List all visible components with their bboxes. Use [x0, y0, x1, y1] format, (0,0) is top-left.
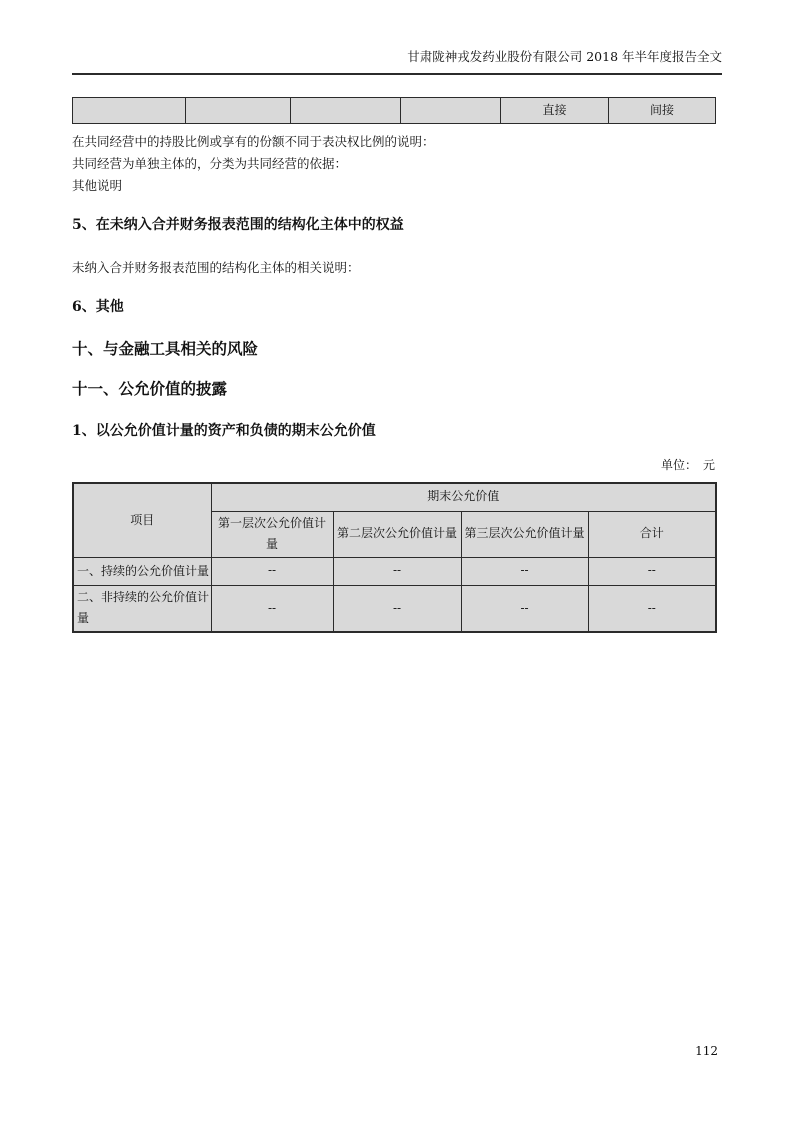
fair-value-row1-level2: -- — [333, 557, 461, 585]
paragraph-other-note: 其他说明 — [72, 178, 123, 193]
table-row — [73, 585, 716, 632]
fair-value-row2-level1: -- — [211, 585, 333, 632]
continuation-table — [72, 97, 716, 124]
table-row — [73, 557, 716, 585]
fair-value-table — [72, 482, 717, 633]
fair-value-row2-label: 二、非持续的公允价值计量 — [73, 585, 211, 632]
fair-value-row2-level2: -- — [333, 585, 461, 632]
heading-section-5: 5、在未纳入合并财务报表范围的结构化主体中的权益 — [72, 217, 404, 233]
continuation-table-row — [73, 98, 716, 124]
fair-value-row2-level3: -- — [461, 585, 588, 632]
continuation-cell-indirect: 间接 — [609, 98, 716, 124]
continuation-cell-1 — [73, 98, 186, 124]
running-header-title: 甘肃陇神戎发药业股份有限公司 2018 年半年度报告全文 — [407, 49, 722, 64]
fair-value-level3-header: 第三层次公允价值计量 — [461, 511, 588, 557]
fair-value-row2-total: -- — [588, 585, 716, 632]
fair-value-level2-header: 第二层次公允价值计量 — [333, 511, 461, 557]
paragraph-structured-entity-note: 未纳入合并财务报表范围的结构化主体的相关说明： — [72, 260, 360, 275]
fair-value-corner-header: 项目 — [73, 483, 211, 557]
continuation-cell-3 — [291, 98, 401, 124]
heading-section-6: 6、其他 — [72, 299, 124, 315]
fair-value-row1-total: -- — [588, 557, 716, 585]
fair-value-row1-level3: -- — [461, 557, 588, 585]
heading-section-11-1: 1、以公允价值计量的资产和负债的期末公允价值 — [72, 423, 376, 439]
continuation-cell-direct: 直接 — [501, 98, 609, 124]
heading-section-10: 十、与金融工具相关的风险 — [72, 339, 259, 358]
fair-value-row1-level1: -- — [211, 557, 333, 585]
heading-section-11: 十一、公允价值的披露 — [72, 379, 228, 398]
fair-value-header-row-1 — [73, 483, 716, 511]
page-number: 112 — [695, 1044, 718, 1058]
paragraph-joint-op-share-note: 在共同经营中的持股比例或享有的份额不同于表决权比例的说明： — [72, 134, 435, 149]
paragraph-joint-op-basis-note: 共同经营为单独主体的，分类为共同经营的依据： — [72, 156, 348, 171]
continuation-cell-4 — [401, 98, 501, 124]
fair-value-group-header: 期末公允价值 — [211, 483, 716, 511]
unit-label: 单位： 元 — [660, 458, 715, 472]
continuation-cell-2 — [186, 98, 291, 124]
fair-value-row1-label: 一、持续的公允价值计量 — [73, 557, 211, 585]
fair-value-total-header: 合计 — [588, 511, 716, 557]
fair-value-level1-header: 第一层次公允价值计量 — [211, 511, 333, 557]
running-header — [72, 48, 722, 75]
